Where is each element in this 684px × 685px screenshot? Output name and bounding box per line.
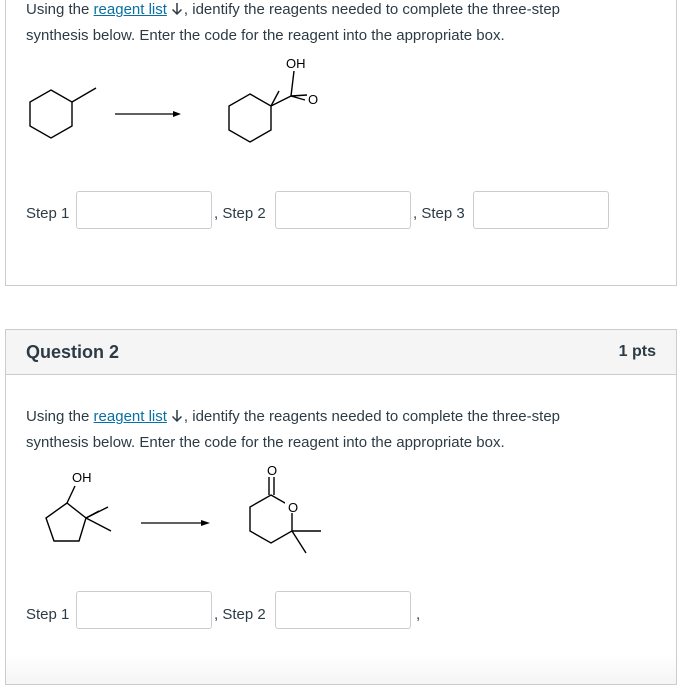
reactant-methyl-bond-b: [86, 507, 108, 518]
question-points: 1 pts: [618, 343, 656, 360]
product-cyclohexane-ring: [229, 94, 271, 142]
prompt-text: Using the: [26, 408, 94, 425]
reagent-list-link[interactable]: reagent list: [93, 1, 167, 18]
reactant-cyclopentane-ring: [46, 503, 86, 541]
product-o-label: O: [308, 92, 319, 107]
download-icon[interactable]: [170, 407, 184, 431]
product-ring-o-label: O: [288, 500, 299, 515]
reactant-oh-bond: [67, 486, 75, 503]
question-2-header: [6, 330, 676, 375]
step-2-label: , Step 2: [214, 606, 266, 623]
reaction-scheme-2: [31, 465, 351, 570]
step-3-label: , Step 3: [413, 205, 465, 222]
card-footer: [6, 654, 676, 684]
q1-step-2-input[interactable]: [275, 191, 411, 229]
product-carbonyl-o-label: O: [267, 465, 278, 478]
reagent-list-link[interactable]: reagent list: [93, 408, 167, 425]
product-methyl-bond-b: [292, 531, 306, 553]
step-1-label: Step 1: [26, 205, 70, 222]
question-title: Question 2: [26, 342, 120, 362]
prompt-text: , identify the reagents needed to complete the three-step synthesis below. Enter the code for the reagent into the appropriate box.: [26, 408, 560, 451]
question-2-prompt: [26, 405, 626, 455]
product-co-double-bond-a: [291, 95, 307, 96]
question-1-prompt: [26, 0, 626, 48]
q1-step-1-input[interactable]: [76, 191, 212, 229]
q2-step-2-input[interactable]: [275, 591, 411, 629]
step-1-label: Step 1: [26, 606, 70, 623]
reactant-oh-label: OH: [72, 470, 92, 485]
prompt-text: , identify the reagents needed to complete the three-step synthesis below. Enter the code for the reagent into the appropriate box.: [26, 1, 560, 44]
question-2-card: [5, 329, 677, 685]
reaction-scheme-1: [21, 53, 341, 148]
reactant-methyl-bond-a: [86, 518, 111, 531]
q1-step-3-input[interactable]: [473, 191, 609, 229]
q2-step-1-input[interactable]: [76, 591, 212, 629]
trailing-comma: ,: [416, 606, 421, 623]
prompt-text: Using the: [26, 1, 94, 18]
product-oh-label: OH: [286, 56, 306, 71]
product-oh-bond: [291, 71, 294, 96]
reactant-methyl-bond: [72, 88, 96, 102]
step-2-label: , Step 2: [214, 205, 266, 222]
product-co-double-bond-b: [291, 96, 305, 100]
reaction-arrow-icon: [115, 111, 181, 117]
reaction-arrow-icon: [141, 520, 210, 526]
download-icon[interactable]: [170, 0, 184, 24]
question-1-card: [5, 0, 677, 286]
reactant-cyclohexane-ring: [30, 90, 72, 138]
